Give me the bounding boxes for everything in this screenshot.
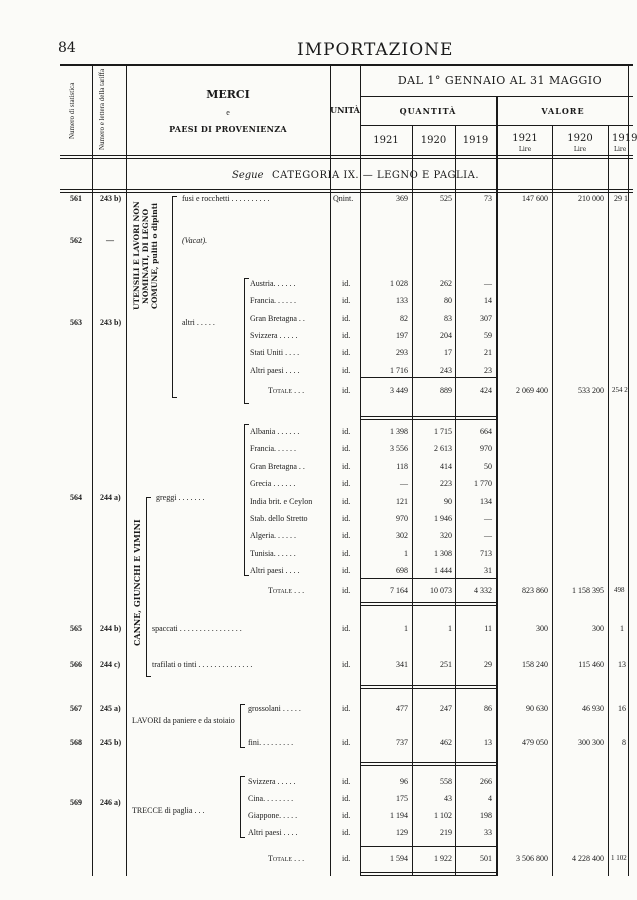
brace-utensili [172, 196, 177, 398]
unit: id. [342, 330, 351, 340]
v1920: 46 930 [582, 704, 604, 713]
v1921: 147 600 [522, 194, 548, 203]
q1920: 219 [440, 828, 452, 837]
q1919: 424 [480, 386, 492, 395]
v1919: 1 [620, 624, 624, 633]
totale-label: Totale . . . [268, 854, 305, 863]
unit: id. [342, 279, 351, 288]
q1919: — [484, 531, 492, 541]
v1919: 1 102 [611, 854, 627, 862]
unit: id. [342, 365, 351, 375]
q1919: 1 770 [474, 479, 492, 489]
q1921: 118 [396, 461, 408, 471]
q1921: 1 [404, 624, 408, 633]
group-trecce: TRECCE di paglia . . . [132, 806, 205, 815]
q1919: 307 [480, 313, 492, 323]
q1920: 320 [440, 531, 452, 541]
v1920: 210 000 [578, 194, 604, 203]
header-merci: MERCI [206, 88, 250, 101]
header-q1919: 1919 [462, 135, 489, 146]
q1921: 133 [396, 296, 408, 306]
header-q1921: 1921 [373, 135, 399, 146]
header-paesi: PAESI DI PROVENIENZA [169, 124, 287, 134]
q1919: 21 [484, 348, 492, 358]
unit: id. [342, 496, 351, 506]
header-unita: UNITÀ [330, 105, 360, 115]
totale-label: Totale . . . [268, 586, 305, 595]
v1921: 158 240 [522, 660, 548, 669]
unit: id. [342, 811, 351, 820]
v1919: 254 2 [612, 386, 628, 394]
unit: id. [342, 828, 351, 837]
country-name: Austria. . . . . . [250, 279, 296, 288]
q1919: 31 [484, 566, 492, 576]
v1920: 300 300 [578, 738, 604, 747]
header-v1920: 1920 [567, 133, 593, 144]
q1921: 1 194 [390, 811, 408, 820]
q1921: 1 398 [390, 427, 408, 436]
q1921: 1 028 [390, 279, 408, 288]
q1921: 3 449 [390, 386, 408, 395]
unit: id. [342, 514, 351, 523]
q1919: 664 [480, 427, 492, 436]
header-lire-1920: Lire [573, 146, 587, 153]
q1921: — [400, 479, 408, 489]
v1921: 3 506 800 [516, 854, 548, 863]
q1920: 83 [444, 313, 452, 323]
unit: id. [342, 461, 351, 471]
q1919: 134 [480, 496, 492, 506]
page-number: 84 [58, 40, 76, 56]
q1919: 4 [488, 794, 492, 803]
unit: id. [342, 348, 351, 358]
q1919: 970 [480, 444, 492, 454]
country-name: Tunisia. . . . . . [250, 548, 296, 558]
country-name: Algeria. . . . . . [250, 531, 296, 541]
q1920: 10 073 [430, 586, 452, 595]
q1920: 1 946 [434, 514, 452, 523]
country-name: Grecia . . . . . . [250, 479, 296, 489]
country-name: Stati Uniti . . . . [250, 348, 300, 358]
q1921: 477 [396, 704, 408, 713]
unit: id. [342, 386, 351, 395]
q1920: 1 922 [434, 854, 452, 863]
q1919: 266 [480, 777, 492, 786]
unit: id. [342, 548, 351, 558]
q1920: 1 102 [434, 811, 452, 820]
q1920: 223 [440, 479, 452, 489]
v1921: 479 050 [522, 738, 548, 747]
header-numero-tariffa: Numero e lettera della tariffa [98, 68, 106, 150]
row-label: fini. . . . . . . . . [248, 738, 294, 747]
q1920: 17 [444, 348, 452, 358]
country-name: Francia. . . . . . [250, 444, 296, 454]
v1921: 300 [536, 624, 548, 633]
q1920: 1 [448, 624, 452, 633]
row-label: fusi e rocchetti . . . . . . . . . . [182, 194, 270, 203]
country-name: Gran Bretagna . . [250, 461, 305, 471]
unit: id. [342, 660, 351, 669]
q1919: 59 [484, 330, 492, 340]
q1920: 525 [440, 194, 452, 203]
q1921: 698 [396, 566, 408, 576]
v1919: 13 [618, 660, 626, 669]
unit: id. [342, 479, 351, 489]
q1920: 80 [444, 296, 452, 306]
tariffa-number: 243 b) [100, 318, 122, 327]
v1920: 533 200 [578, 386, 604, 395]
unit: id. [342, 566, 351, 576]
q1921: 197 [396, 330, 408, 340]
header-e: e [226, 108, 230, 117]
q1921: 341 [396, 660, 408, 669]
unit: Qnint. [333, 194, 354, 203]
q1919: 501 [480, 854, 492, 863]
header-periodo: DAL 1° GENNAIO AL 31 MAGGIO [397, 74, 603, 87]
q1921: 1 594 [390, 854, 408, 863]
totale-label: Totale . . . [268, 386, 305, 395]
q1919: — [484, 279, 492, 288]
q1921: 1 [404, 548, 408, 558]
q1920: 889 [440, 386, 452, 395]
v1920: 1 158 395 [572, 586, 604, 595]
q1920: 1 308 [434, 548, 452, 558]
country-name: Stab. dello Stretto [250, 514, 308, 523]
country-name: Svizzera . . . . . [250, 330, 298, 340]
tariffa-number: 245 b) [100, 738, 122, 747]
stat-number: 568 [70, 738, 82, 747]
brace-563 [244, 278, 249, 404]
unit: id. [342, 444, 351, 454]
header-valore: VALORE [541, 106, 585, 116]
country-name: Gran Bretagna . . [250, 313, 305, 323]
v1920: 300 [592, 624, 604, 633]
q1921: 96 [400, 777, 408, 786]
row-label: trafilati o tinti . . . . . . . . . . . . . . [152, 660, 253, 669]
brace-564 [244, 424, 249, 576]
q1920: 558 [440, 777, 452, 786]
group-lavori: LAVORI da paniere e da stoiaio [132, 716, 235, 725]
country-name: India brit. e Ceylon [250, 496, 313, 506]
q1921: 970 [396, 514, 408, 523]
row-label: greggi . . . . . . . [156, 493, 205, 502]
q1919: 11 [484, 624, 492, 633]
country-name: Altri paesi . . . . [250, 365, 300, 375]
q1919: 86 [484, 704, 492, 713]
unit: id. [342, 313, 351, 323]
q1921: 737 [396, 738, 408, 747]
q1920: 247 [440, 704, 452, 713]
category-segue: Segue [232, 170, 264, 181]
q1921: 369 [396, 194, 408, 203]
row-label: spaccati . . . . . . . . . . . . . . . . [152, 624, 242, 633]
country-name: Altri paesi . . . . [250, 566, 300, 576]
header-numero-statistica: Numero di statistica [68, 82, 76, 140]
stat-number: 566 [70, 660, 82, 669]
country-name: Albania . . . . . . [250, 427, 300, 436]
tariffa-number: 243 b) [100, 194, 122, 203]
unit: id. [342, 854, 351, 863]
header-v1921: 1921 [512, 133, 538, 144]
group-utensili: UTENSILI E LAVORI NON NOMINATI, DI LEGNO COMUNE, puliti o dipinti [132, 201, 159, 311]
tariffa-number: 244 c) [100, 660, 121, 669]
q1919: 50 [484, 461, 492, 471]
brace-canne [146, 497, 151, 677]
unit: id. [342, 777, 351, 786]
unit: id. [342, 624, 351, 633]
header-lire-1921: Lire [518, 146, 532, 153]
unit: id. [342, 427, 351, 436]
unit: id. [342, 586, 351, 595]
v1921: 823 860 [522, 586, 548, 595]
row-label: (Vacat). [182, 236, 208, 245]
q1921: 293 [396, 348, 408, 358]
group-canne: CANNE, GIUNCHI E VIMINI [132, 519, 142, 646]
q1920: 462 [440, 738, 452, 747]
q1920: 262 [440, 279, 452, 288]
q1920: 43 [444, 794, 452, 803]
q1921: 175 [396, 794, 408, 803]
q1921: 129 [396, 828, 408, 837]
header-v1919: 1919 [612, 133, 637, 144]
country-name: Cina. . . . . . . . [248, 794, 294, 803]
header-q1920: 1920 [420, 135, 447, 146]
v1921: 2 069 400 [516, 386, 548, 395]
unit: id. [342, 738, 351, 747]
q1920: 1 444 [434, 566, 452, 576]
q1920: 251 [440, 660, 452, 669]
stat-number: 569 [70, 798, 82, 807]
v1920: 115 460 [578, 660, 604, 669]
country-name: Altri paesi . . . . [248, 828, 298, 837]
q1919: 23 [484, 365, 492, 375]
stat-number: 563 [70, 318, 82, 327]
q1921: 7 164 [390, 586, 408, 595]
country-name: Svizzera . . . . . [248, 777, 296, 786]
country-name: Giappone. . . . . [248, 811, 298, 820]
q1919: 29 [484, 660, 492, 669]
unit: id. [342, 296, 351, 306]
q1919: 33 [484, 828, 492, 837]
header-quantita: QUANTITÀ [399, 106, 457, 116]
q1920: 204 [440, 330, 452, 340]
tariffa-number: — [106, 236, 114, 245]
q1920: 2 613 [434, 444, 452, 454]
q1920: 414 [440, 461, 452, 471]
header-lire-1919: Lire [614, 146, 627, 153]
unit: id. [342, 704, 351, 713]
stat-number: 561 [70, 194, 82, 203]
tariffa-number: 244 b) [100, 624, 122, 633]
q1919: 713 [480, 548, 492, 558]
q1921: 3 556 [390, 444, 408, 454]
q1919: 73 [484, 194, 492, 203]
unit: id. [342, 794, 351, 803]
brace-569 [240, 776, 245, 838]
q1921: 302 [396, 531, 408, 541]
stat-number: 567 [70, 704, 82, 713]
stat-number: 565 [70, 624, 82, 633]
v1921: 90 630 [526, 704, 548, 713]
stat-number: 562 [70, 236, 82, 245]
q1919: 14 [484, 296, 492, 306]
q1920: 243 [440, 365, 452, 375]
unit: id. [342, 531, 351, 541]
q1920: 90 [444, 496, 452, 506]
v1919: 29 1 [614, 194, 628, 203]
q1919: 198 [480, 811, 492, 820]
tariffa-number: 244 a) [100, 493, 121, 502]
q1921: 121 [396, 496, 408, 506]
v1919: 16 [618, 704, 626, 713]
q1919: 13 [484, 738, 492, 747]
v1919: 498 [614, 586, 625, 594]
v1919: 8 [622, 738, 626, 747]
page-title: IMPORTAZIONE [297, 40, 454, 60]
q1919: 4 332 [474, 586, 492, 595]
q1921: 82 [400, 313, 408, 323]
v1920: 4 228 400 [572, 854, 604, 863]
row-label: altri . . . . . [182, 318, 215, 327]
brace-lavori [240, 704, 245, 748]
row-label: grossolani . . . . . [248, 704, 301, 713]
q1921: 1 716 [390, 365, 408, 375]
category-title: CATEGORIA IX. — LEGNO E PAGLIA. [272, 170, 480, 181]
tariffa-number: 245 a) [100, 704, 121, 713]
country-name: Francia. . . . . . [250, 296, 296, 306]
stat-number: 564 [70, 493, 82, 502]
q1919: — [484, 514, 492, 523]
tariffa-number: 246 a) [100, 798, 121, 807]
q1920: 1 715 [434, 427, 452, 436]
